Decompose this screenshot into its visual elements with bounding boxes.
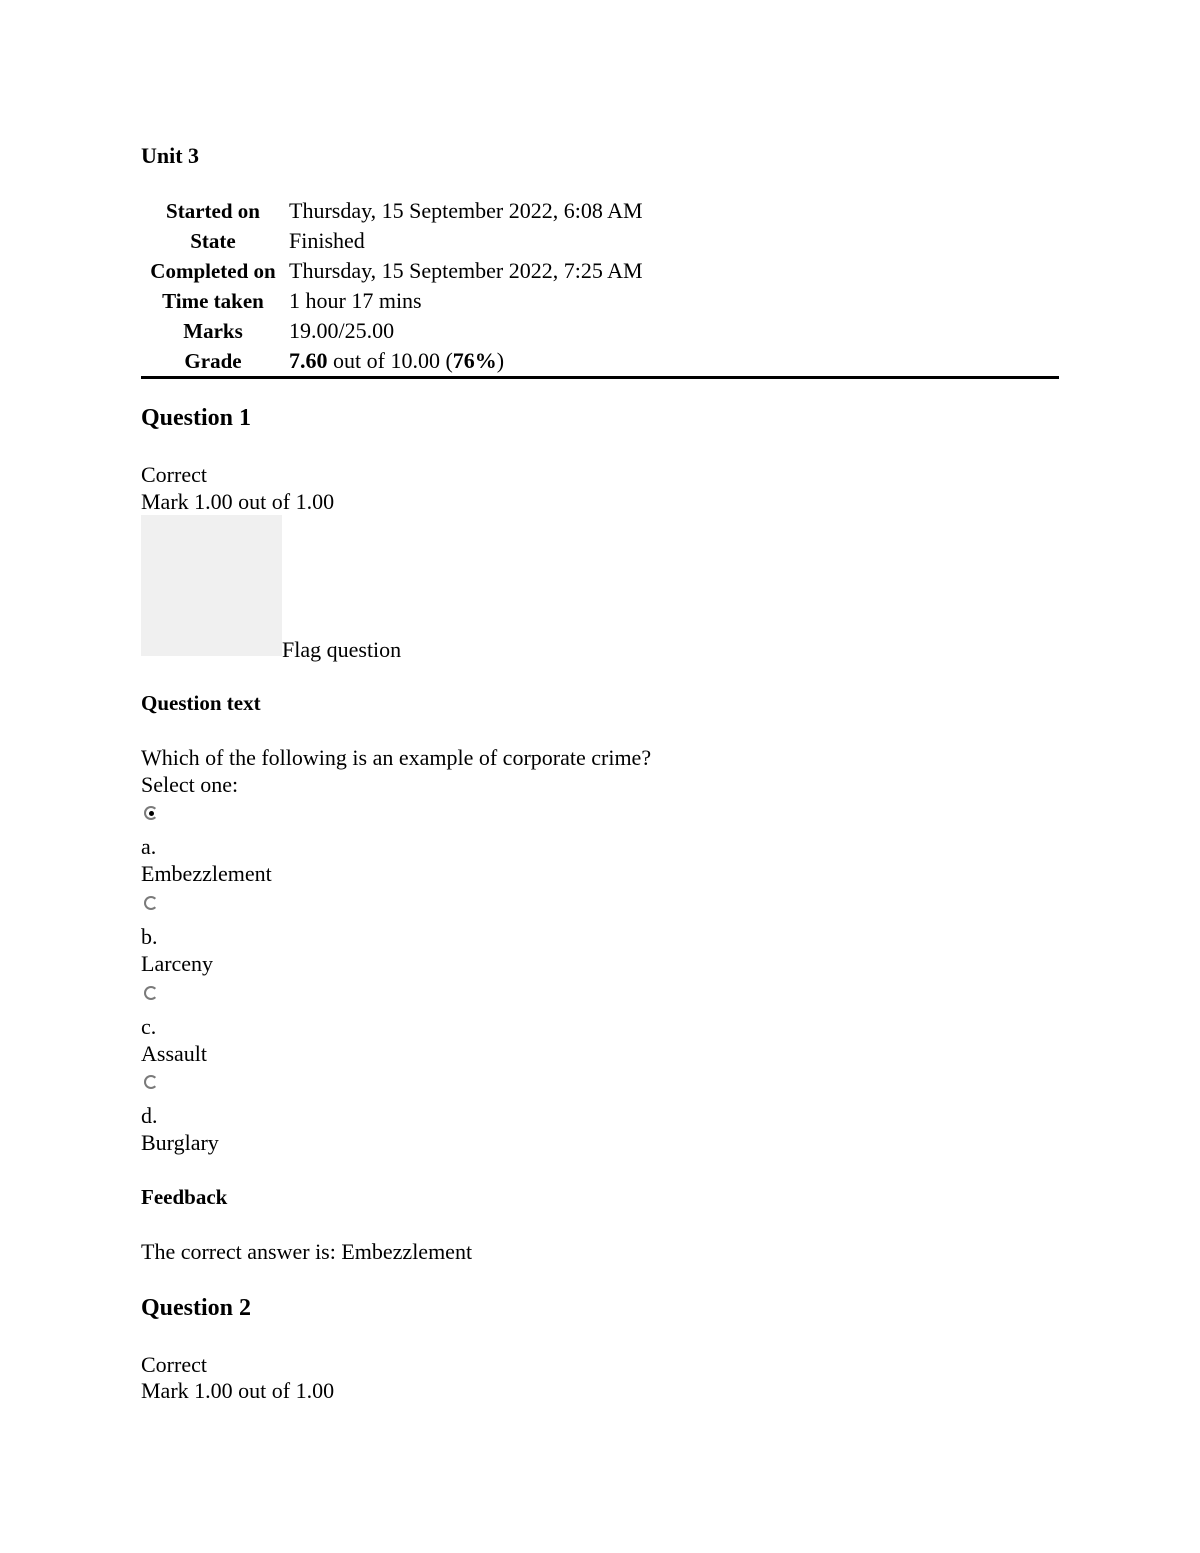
marks-label: Marks xyxy=(183,319,243,343)
option-a-letter: a. xyxy=(141,834,157,859)
time-label: Time taken xyxy=(162,289,264,313)
summary-row-completed xyxy=(141,256,1059,286)
grade-score: 7.60 xyxy=(289,348,328,373)
feedback-text: The correct answer is: Embezzlement xyxy=(141,1239,473,1264)
summary-row-grade xyxy=(141,346,1059,378)
option-c-label: Assault xyxy=(141,1041,207,1066)
grade-label: Grade xyxy=(184,349,242,373)
option-a-radio[interactable] xyxy=(144,806,158,820)
option-d-label: Burglary xyxy=(141,1130,219,1155)
flag-question-link[interactable]: Flag question xyxy=(282,637,402,662)
summary-row-started xyxy=(141,196,1059,226)
grade-out-of: out of 10.00 ( xyxy=(327,348,453,373)
marks-value: 19.00/25.00 xyxy=(289,318,395,343)
question-1-text: Which of the following is an example of corporate crime? xyxy=(141,745,652,770)
feedback-heading: Feedback xyxy=(141,1185,228,1209)
grade-percent: 76% xyxy=(452,348,497,373)
question-1-heading: Question 1 xyxy=(141,405,252,431)
option-b-radio[interactable] xyxy=(144,896,158,910)
unit-title: Unit 3 xyxy=(141,143,200,168)
grade-value xyxy=(285,346,1059,378)
attempt-summary-table xyxy=(141,196,1059,379)
option-c-letter: c. xyxy=(141,1014,157,1039)
completed-value: Thursday, 15 September 2022, 7:25 AM xyxy=(289,258,643,283)
question-2-heading: Question 2 xyxy=(141,1295,252,1321)
question-1-mark: Mark 1.00 out of 1.00 xyxy=(141,489,335,514)
summary-row-state xyxy=(141,226,1059,256)
summary-row-time xyxy=(141,286,1059,316)
flag-icon[interactable] xyxy=(141,515,282,656)
option-c-radio[interactable] xyxy=(144,986,158,1000)
option-b-letter: b. xyxy=(141,924,158,949)
option-d-letter: d. xyxy=(141,1103,158,1128)
summary-row-marks xyxy=(141,316,1059,346)
started-value: Thursday, 15 September 2022, 6:08 AM xyxy=(289,198,643,223)
question-2-status: Correct xyxy=(141,1352,207,1377)
question-2-mark: Mark 1.00 out of 1.00 xyxy=(141,1378,335,1403)
option-d-radio[interactable] xyxy=(144,1075,158,1089)
started-label: Started on xyxy=(166,199,260,223)
completed-label: Completed on xyxy=(150,259,276,283)
question-1-status: Correct xyxy=(141,462,207,487)
option-b-label: Larceny xyxy=(141,951,214,976)
select-one-prompt: Select one: xyxy=(141,772,239,797)
time-value: 1 hour 17 mins xyxy=(289,288,422,313)
state-value: Finished xyxy=(289,228,365,253)
question-text-heading: Question text xyxy=(141,691,261,715)
option-a-label: Embezzlement xyxy=(141,861,272,886)
grade-close: ) xyxy=(496,348,505,373)
state-label: State xyxy=(190,229,236,253)
